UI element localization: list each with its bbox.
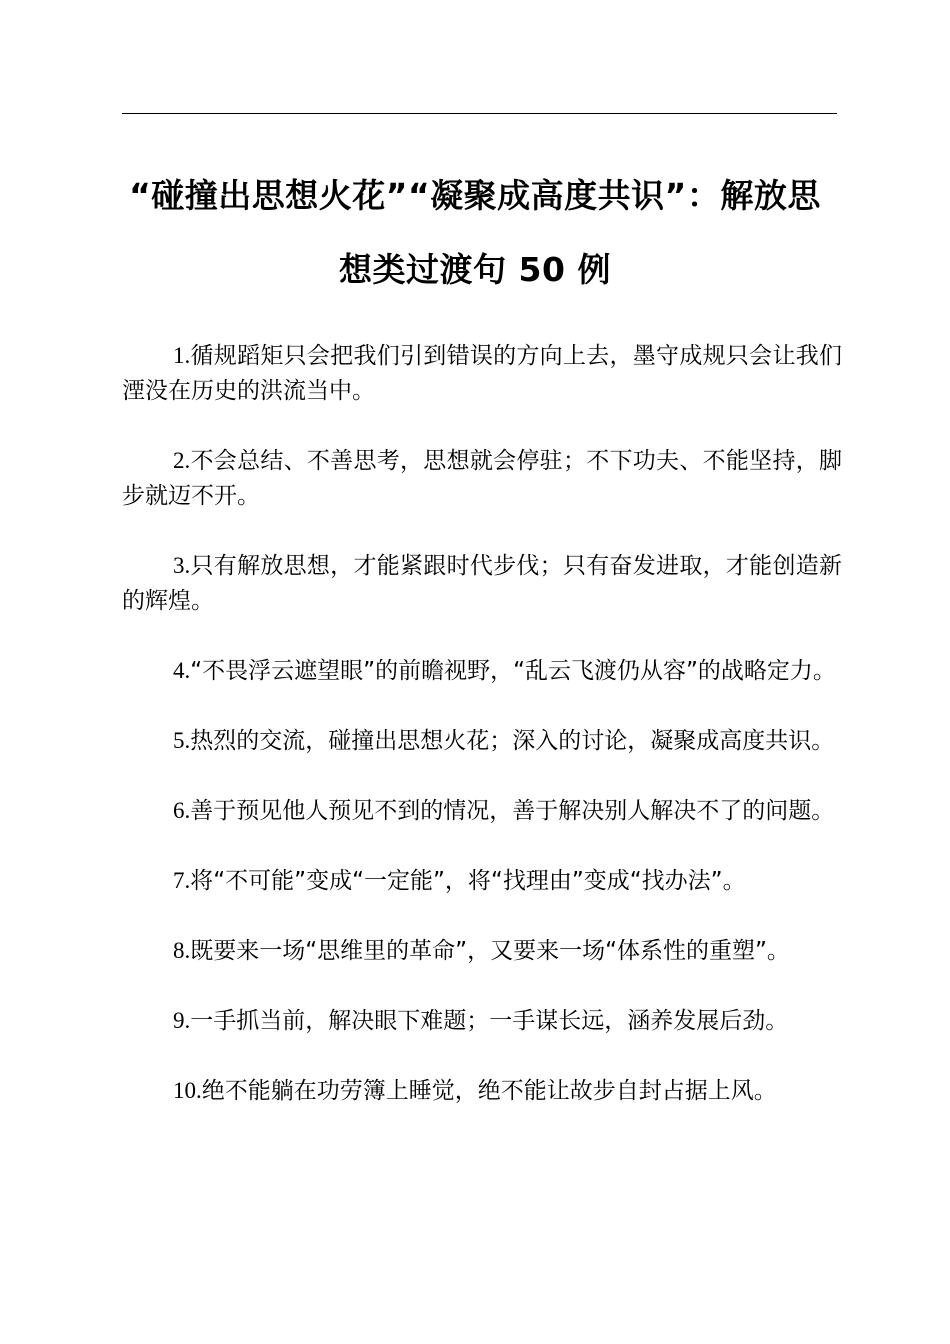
item-number: 6.: [173, 798, 191, 823]
item-number: 8.: [173, 938, 191, 963]
item-number: 5.: [173, 728, 191, 753]
item-number: 2.: [173, 448, 191, 473]
list-item: [122, 933, 842, 969]
header-rule: [122, 113, 837, 114]
item-number: 3.: [173, 553, 191, 578]
document-title-line-2: 想类过渡句 50 例: [339, 250, 611, 289]
list-item: [122, 653, 842, 689]
item-number: 4.: [173, 658, 191, 683]
item-number: 7.: [173, 868, 191, 893]
list-item: [122, 723, 842, 759]
list-item: [122, 1003, 842, 1039]
list-item: [122, 338, 842, 409]
item-text: 善于预见他人预见不到的情况，善于解决别人解决不了的问题。: [190, 798, 835, 824]
item-number: 9.: [173, 1008, 191, 1033]
item-text: “不畏浮云遮望眼”的前瞻视野，“乱云飞渡仍从容”的战略定力。: [190, 658, 836, 684]
item-text: 不会总结、不善思考，思想就会停驻；不下功夫、不能坚持，脚步就迈不开。: [122, 448, 842, 509]
item-text: 热烈的交流，碰撞出思想火花；深入的讨论，凝聚成高度共识。: [190, 728, 835, 754]
list-item: [122, 548, 842, 619]
list-item: [122, 443, 842, 514]
list-item: [122, 793, 842, 829]
list-item: [122, 1073, 842, 1109]
item-text: 循规蹈矩只会把我们引到错误的方向上去，墨守成规只会让我们湮没在历史的洪流当中。: [122, 343, 842, 404]
item-text: 将“不可能”变成“一定能”，将“找理由”变成“找办法”。: [190, 868, 746, 894]
list-item: [122, 863, 842, 899]
document-title-line-1: “碰撞出思想火花”“凝聚成高度共识”：解放思: [129, 176, 821, 215]
item-text: 只有解放思想，才能紧跟时代步伐；只有奋发进取，才能创造新的辉煌。: [122, 553, 842, 614]
document-body: [122, 338, 842, 1143]
item-text: 既要来一场“思维里的革命”，又要来一场“体系性的重塑”。: [190, 938, 790, 964]
item-text: 一手抓当前，解决眼下难题；一手谋长远，涵养发展后劲。: [190, 1008, 789, 1034]
item-number: 10.: [173, 1078, 202, 1103]
item-text: 绝不能躺在功劳簿上睡觉，绝不能让故步自封占据上风。: [201, 1078, 777, 1104]
item-number: 1.: [173, 343, 191, 368]
